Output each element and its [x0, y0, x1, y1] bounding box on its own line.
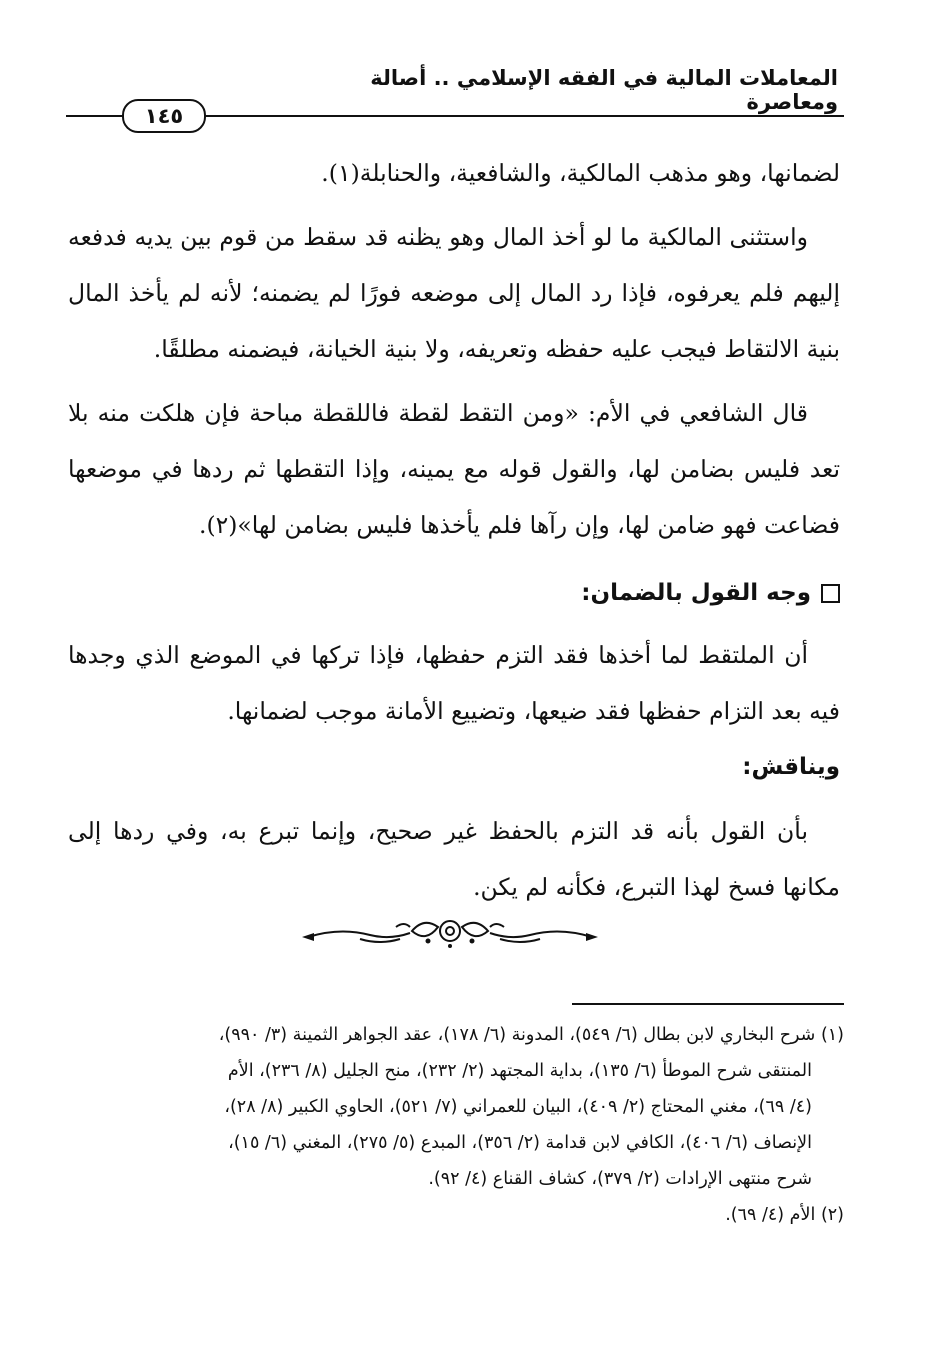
paragraph-1: لضمانها، وهو مذهب المالكية، والشافعية، والحنابلة(١). — [321, 159, 840, 187]
section-heading-text: وجه القول بالضمان: — [581, 580, 811, 606]
paragraph-5: بأن القول بأنه قد التزم بالحفظ غير صحيح، وإنما تبرع به، وفي ردها إلى مكانها فسخ لهذا التبرع، فكأنه لم يكن. — [68, 817, 840, 901]
paragraph-2: واستثنى المالكية ما لو أخذ المال وهو يظنه قد سقط من قوم بين يديه فدفعه إليهم فلم يعرفوه، فإذا رد المال إلى موضعه فورًا لم يضمنه؛ لأنه لم يأخذ المال بنية الالتقاط فيجب عليه حفظه وتعريفه، ولا بنية الخيانة، فيضمنه مطلقًا. — [68, 223, 840, 363]
footnote-1-text: شرح البخاري لابن بطال (٦/ ٥٤٩)، المدونة (٦/ ١٧٨)، عقد الجواهر الثمينة (٣/ ٩٩٠)، — [218, 1025, 816, 1045]
footnote-2-text: الأم (٤/ ٦٩). — [725, 1205, 816, 1225]
running-header-title: المعاملات المالية في الفقه الإسلامي .. أصالة ومعاصرة — [370, 66, 838, 114]
footnote-1-line-2: المنتقى شرح الموطأ (٦/ ١٣٥)، بداية المجتهد (٢/ ٢٣٢)، منح الجليل (٨/ ٢٣٦)، الأم — [227, 1061, 812, 1081]
footnote-1-line-4: الإنصاف (٦/ ٤٠٦)، الكافي لابن قدامة (٢/ ٣٥٦)، المبدع (٥/ ٢٧٥)، المغني (٦/ ١٥)، — [228, 1133, 812, 1153]
section-heading — [68, 565, 840, 621]
footnote-rule — [572, 1003, 844, 1005]
page-number: ١٤٥ — [122, 99, 206, 133]
footnotes — [68, 1017, 844, 1233]
square-bullet-icon — [821, 584, 840, 603]
footnote-2 — [68, 1197, 844, 1233]
footnote-1-line-5: شرح منتهى الإرادات (٢/ ٣٧٩)، كشاف القناع (٤/ ٩٢). — [428, 1169, 812, 1189]
paragraph-4: أن الملتقط لما أخذها فقد التزم حفظها، فإذا تركها في الموضع الذي وجدها فيه بعد التزام حفظها فقد ضيعها، وتضييع الأمانة موجب لضمانها. — [68, 641, 840, 725]
ornament-divider-icon — [300, 913, 600, 949]
sub-heading: ويناقش: — [742, 754, 840, 780]
footnote-2-number: (٢) — [820, 1205, 844, 1225]
footnote-1-number: (١) — [820, 1025, 844, 1045]
footnote-1-line-1 — [68, 1017, 844, 1053]
footnote-1-line-3: (٤/ ٦٩)، مغني المحتاج (٢/ ٤٠٩)، البيان للعمراني (٧/ ٥٢١)، الحاوي الكبير (٨/ ٢٨)، — [224, 1097, 812, 1117]
paragraph-3: قال الشافعي في الأم: «ومن التقط لقطة فاللقطة مباحة فإن هلكت منه بلا تعد فليس بضامن لها، والقول قوله مع يمينه، وإذا التقطها ثم ردها في موضعها فضاعت فهو ضامن لها، وإن رآها فلم يأخذها فليس بضامن لها»(٢). — [68, 399, 840, 539]
main-text — [68, 145, 840, 915]
